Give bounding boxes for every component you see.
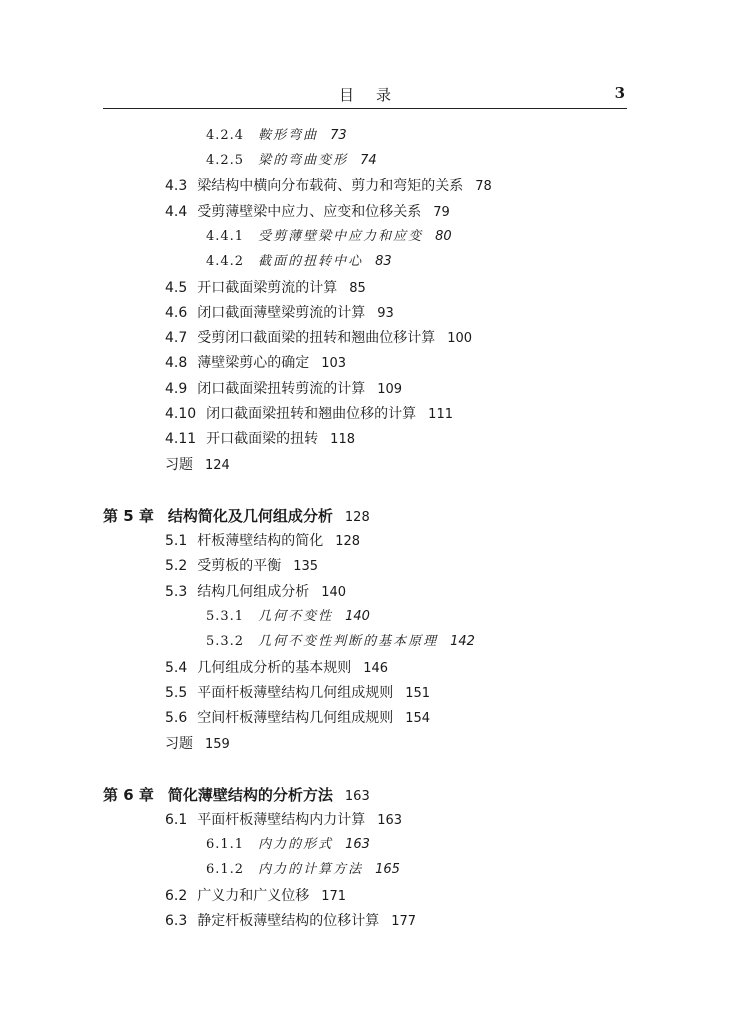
entry-title: 闭口截面梁扭转和翘曲位移的计算 [206,406,417,422]
entry-title: 受剪闭口截面梁的扭转和翘曲位移计算 [197,330,436,346]
entry-number: 6.2 [165,888,188,904]
toc-section-entry [165,380,402,399]
entry-number: 6.3 [165,913,188,929]
entry-page-number: 124 [205,458,230,473]
entry-page-number: 128 [335,534,361,549]
entry-title: 内力的计算方法 [258,862,364,877]
entry-title: 几何组成分析的基本规则 [197,660,352,676]
page-number: 3 [614,84,625,102]
toc-subsection-entry [206,152,377,170]
entry-title: 梁结构中横向分布载荷、剪力和弯矩的关系 [197,178,464,194]
entry-title: 习题 [165,736,193,752]
entry-page-number: 142 [450,634,475,649]
entry-title: 几何不变性判断的基本原理 [258,634,439,649]
entry-title: 闭口截面梁扭转剪流的计算 [197,381,366,397]
entry-number: 6.1 [165,812,188,828]
toc-section-entry [165,557,318,576]
entry-title: 受剪薄壁梁中应力和应变 [258,229,424,244]
entry-page-number: 140 [321,585,347,600]
entry-title: 几何不变性 [258,609,334,624]
toc-section-entry [165,912,416,931]
toc-section-entry [165,583,346,602]
toc-subsection-entry [206,228,452,246]
toc-section-entry [165,329,472,348]
entry-page-number: 154 [405,711,431,726]
entry-number: 4.10 [165,406,197,422]
toc-subsection-entry [206,127,347,145]
entry-title: 广义力和广义位移 [197,888,310,904]
toc-subsection-entry [206,861,400,879]
toc-section-entry [165,659,388,678]
entry-page-number: 85 [349,281,366,296]
entry-title: 薄壁梁剪心的确定 [197,355,310,371]
toc-section-entry [165,279,366,298]
entry-number: 4.3 [165,178,188,194]
toc-chapter-entry [103,786,370,806]
entry-page-number: 135 [293,559,319,574]
entry-page-number: 83 [375,254,392,269]
running-title: 目录 [338,86,413,104]
entry-number: 6.1.2 [206,862,245,877]
entry-page-number: 163 [377,813,403,828]
entry-title: 空间杆板薄壁结构几何组成规则 [197,710,394,726]
entry-page-number: 163 [345,837,370,852]
entry-number: 第 5 章 [103,507,154,525]
entry-number: 5.5 [165,685,188,701]
toc-section-entry [165,532,360,551]
entry-title: 平面杆板薄壁结构几何组成规则 [197,685,394,701]
entry-number: 第 6 章 [103,786,154,804]
toc-subsection-entry [206,253,392,271]
entry-title: 平面杆板薄壁结构内力计算 [197,812,366,828]
entry-title: 开口截面梁的扭转 [206,431,319,447]
entry-number: 5.3.2 [206,634,245,649]
toc-section-entry [165,887,346,906]
entry-page-number: 109 [377,382,403,397]
toc-section-entry [165,684,430,703]
entry-number: 4.7 [165,330,188,346]
entry-page-number: 128 [344,510,370,525]
toc-section-entry [165,203,450,222]
entry-title: 闭口截面薄壁梁剪流的计算 [197,305,366,321]
toc-section-entry [165,177,492,196]
toc-chapter-entry [103,507,370,527]
entry-number: 6.1.1 [206,837,245,852]
entry-number: 4.6 [165,305,188,321]
entry-title: 开口截面梁剪流的计算 [197,280,338,296]
entry-page-number: 100 [447,331,473,346]
entry-number: 4.9 [165,381,188,397]
entry-title: 截面的扭转中心 [258,254,364,269]
entry-title: 受剪板的平衡 [197,558,282,574]
toc-section-entry [165,354,346,373]
entry-page-number: 165 [375,862,400,877]
entry-number: 4.2.5 [206,153,245,168]
entry-page-number: 103 [321,356,347,371]
toc-subsection-entry [206,836,370,854]
entry-title: 简化薄壁结构的分析方法 [167,786,333,804]
entry-number: 4.4 [165,204,188,220]
entry-number: 5.1 [165,533,188,549]
entry-number: 4.8 [165,355,188,371]
entry-page-number: 78 [475,179,492,194]
entry-page-number: 73 [330,128,347,143]
entry-page-number: 118 [330,432,355,447]
entry-title: 梁的弯曲变形 [258,153,349,168]
entry-page-number: 111 [428,407,453,422]
entry-number: 5.6 [165,710,188,726]
entry-title: 结构几何组成分析 [197,584,310,600]
entry-number: 5.4 [165,660,188,676]
entry-page-number: 93 [377,306,394,321]
entry-number: 4.4.1 [206,229,245,244]
toc-section-entry [165,811,402,830]
entry-page-number: 140 [345,609,370,624]
entry-title: 鞍形弯曲 [258,128,319,143]
entry-number: 4.4.2 [206,254,245,269]
toc-section-entry [165,405,453,424]
entry-number: 5.3 [165,584,188,600]
entry-title: 内力的形式 [258,837,334,852]
entry-number: 4.2.4 [206,128,245,143]
toc-subsection-entry [206,608,370,626]
entry-number: 4.11 [165,431,197,447]
entry-title: 杆板薄壁结构的简化 [197,533,324,549]
entry-page-number: 171 [321,889,347,904]
entry-page-number: 151 [405,686,431,701]
entry-title: 习题 [165,457,193,473]
entry-number: 4.5 [165,280,188,296]
toc-section-entry [165,304,394,323]
entry-page-number: 80 [435,229,452,244]
entry-page-number: 79 [433,205,450,220]
toc-section-entry [165,709,430,728]
entry-page-number: 163 [344,789,370,804]
entry-title: 受剪薄壁梁中应力、应变和位移关系 [197,204,422,220]
entry-page-number: 159 [205,737,230,752]
entry-title: 结构简化及几何组成分析 [167,507,333,525]
toc-subsection-entry [206,633,475,651]
toc-section-entry [165,456,230,475]
entry-page-number: 177 [391,914,417,929]
entry-page-number: 74 [360,153,377,168]
entry-number: 5.3.1 [206,609,245,624]
toc-section-entry [165,430,355,449]
entry-title: 静定杆板薄壁结构的位移计算 [197,913,380,929]
toc-section-entry [165,735,230,754]
entry-number: 5.2 [165,558,188,574]
entry-page-number: 146 [363,661,389,676]
